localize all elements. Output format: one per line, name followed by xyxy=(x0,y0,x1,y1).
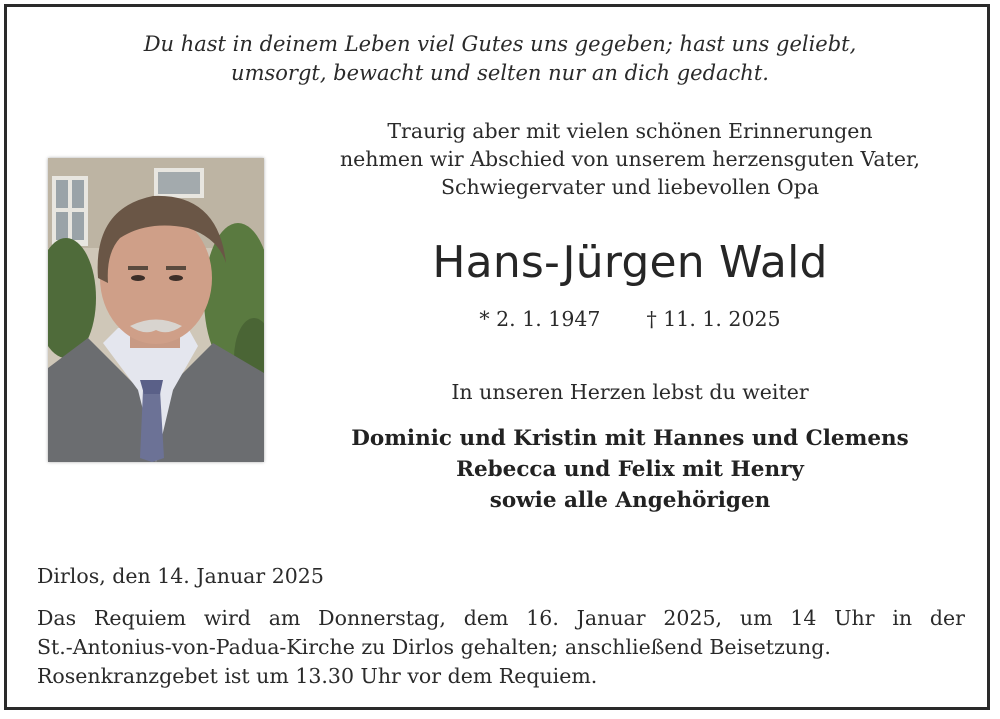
deceased-name: Hans-Jürgen Wald xyxy=(432,237,828,288)
intro-line-2: nehmen wir Abschied von unserem herzensguten Vater, xyxy=(339,147,921,171)
memorial-poem xyxy=(0,30,1000,88)
service-line-3: Rosenkranzgebet ist um 13.30 Uhr vor dem Requiem. xyxy=(37,664,598,688)
death-date: † 11. 1. 2025 xyxy=(646,307,781,331)
place-and-date: Dirlos, den 14. Januar 2025 xyxy=(37,564,324,588)
service-line-2: St.-Antonius-von-Padua-Kirche zu Dirlos gehalten; anschließend Beisetzung. xyxy=(37,635,831,659)
service-line-1: Das Requiem wird am Donnerstag, dem 16. Januar 2025, um 14 Uhr in der xyxy=(37,606,965,630)
life-dates xyxy=(300,305,960,333)
portrait-photo xyxy=(48,158,264,462)
service-details xyxy=(37,604,965,691)
memorial-motto: In unseren Herzen lebst du weiter xyxy=(451,380,809,404)
poem-line-1: Du hast in deinem Leben viel Gutes uns gegeben; hast uns geliebt, xyxy=(143,32,857,56)
mourning-family xyxy=(300,423,960,516)
family-line-2: Rebecca und Felix mit Henry xyxy=(456,457,804,482)
intro-line-1: Traurig aber mit vielen schönen Erinnerungen xyxy=(387,119,873,143)
poem-line-2: umsorgt, bewacht und selten nur an dich gedacht. xyxy=(231,61,769,85)
intro-line-3: Schwiegervater und liebevollen Opa xyxy=(440,175,820,199)
family-line-1: Dominic und Kristin mit Hannes und Clemens xyxy=(351,426,909,451)
intro-text xyxy=(300,117,960,201)
family-line-3: sowie alle Angehörigen xyxy=(489,488,771,513)
birth-date: * 2. 1. 1947 xyxy=(479,307,601,331)
